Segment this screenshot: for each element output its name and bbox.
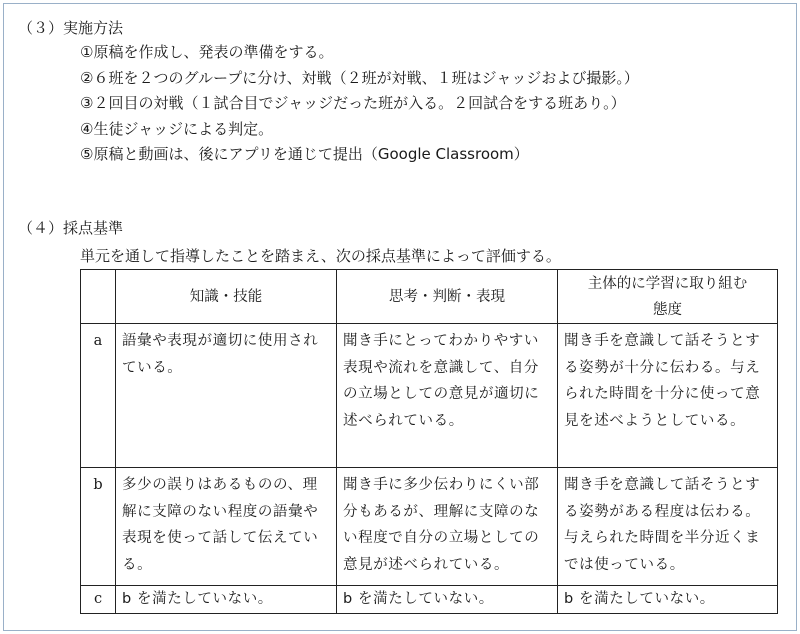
level-cell: a	[81, 324, 116, 468]
step-2: ②６班を２つのグループに分け、対戦（２班が対戦、１班はジャッジおよび撮影。）	[80, 68, 639, 87]
section-4-intro: 単元を通して指導したことを踏まえ、次の採点基準によって評価する。	[80, 247, 561, 265]
criteria-cell: 聞き手を意識して話そうとする姿勢がある程度は伝わる。与えられた時間を半分近くまでは使っている。	[558, 468, 778, 586]
table-row	[81, 468, 778, 586]
step-5: ⑤原稿と動画は、後にアプリを通じて提出（Google Classroom）	[80, 145, 529, 163]
table-row	[81, 586, 778, 614]
table-header-row	[81, 270, 778, 324]
criteria-cell: b を満たしていない。	[337, 586, 558, 614]
scoring-criteria-table	[80, 269, 778, 614]
header-knowledge-skills: 知識・技能	[116, 270, 337, 324]
section-4-heading: （４）採点基準	[18, 219, 124, 237]
section-3-heading: （３）実施方法	[18, 19, 124, 37]
level-cell: b	[81, 468, 116, 586]
step-4: ④生徒ジャッジによる判定。	[80, 119, 274, 138]
criteria-cell: 聞き手に多少伝わりにくい部分もあるが、理解に支障のない程度で自分の立場としての意見が述べられている。	[337, 468, 558, 586]
criteria-cell: 聞き手を意識して話そうとする姿勢が十分に伝わる。与えられた時間を十分に使って意見を述べようとしている。	[558, 324, 778, 468]
criteria-cell: 語彙や表現が適切に使用されている。	[116, 324, 337, 468]
header-attitude: 主体的に学習に取り組む態度	[558, 270, 778, 324]
step-1: ①原稿を作成し、発表の準備をする。	[80, 43, 334, 61]
criteria-cell: b を満たしていない。	[116, 586, 337, 614]
criteria-cell: b を満たしていない。	[558, 586, 778, 614]
level-cell: c	[81, 586, 116, 614]
table-row	[81, 324, 778, 468]
criteria-cell: 多少の誤りはあるものの、理解に支障のない程度の語彙や表現を使って話して伝えている。	[116, 468, 337, 586]
header-level	[81, 270, 116, 324]
criteria-cell: 聞き手にとってわかりやすい表現や流れを意識して、自分の立場としての意見が適切に述べられている。	[337, 324, 558, 468]
step-3: ③２回目の対戦（１試合目でジャッジだった班が入る。２回試合をする班あり。）	[80, 94, 626, 112]
header-thinking-judgment-expression: 思考・判断・表現	[337, 270, 558, 324]
steps-list	[80, 42, 639, 170]
